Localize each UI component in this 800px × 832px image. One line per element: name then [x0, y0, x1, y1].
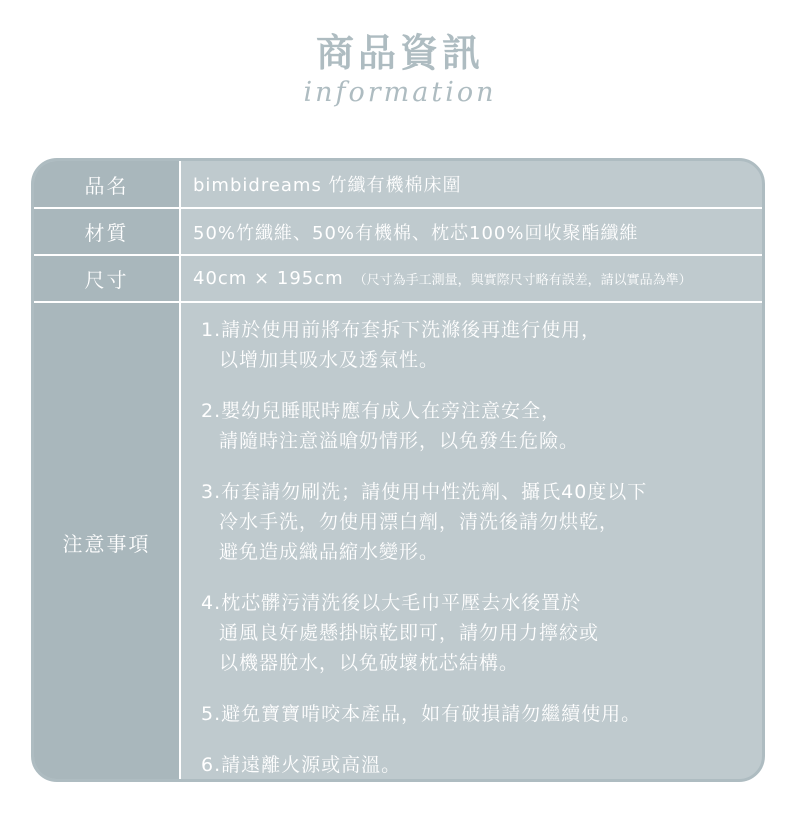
row-value [181, 161, 762, 207]
note-line: 3.布套請勿刷洗；請使用中性洗劑、攝氏40度以下 [201, 481, 648, 503]
section-heading [0, 30, 800, 108]
note-item [201, 699, 762, 729]
note-line: 請隨時注意溢嗆奶情形，以免發生危險。 [219, 430, 580, 452]
note-item [201, 315, 762, 375]
product-info-table [31, 158, 765, 782]
material-value: 50%竹纖維、50%有機棉、枕芯100%回收聚酯纖維 [193, 222, 639, 244]
note-line: 避免造成織品縮水變形。 [219, 541, 440, 563]
row-notes [34, 303, 762, 782]
note-item [201, 396, 762, 456]
page-subtitle: information [303, 77, 497, 108]
row-value [181, 209, 762, 254]
row-label: 材質 [84, 221, 129, 245]
row-value [181, 256, 762, 301]
note-line: 2.嬰幼兒睡眠時應有成人在旁注意安全， [201, 400, 562, 422]
row-size [34, 256, 762, 303]
note-line: 以增加其吸水及透氣性。 [219, 349, 440, 371]
size-note: （尺寸為手工測量，與實際尺寸略有誤差，請以實品為準） [353, 273, 692, 288]
note-line: 通風良好處懸掛晾乾即可，請勿用力擰絞或 [219, 622, 600, 644]
product-name-value: bimbidreams 竹纖有機棉床圍 [193, 175, 462, 196]
note-item [201, 588, 762, 678]
note-line: 6.請遠離火源或高溫。 [201, 754, 402, 776]
note-line: 4.枕芯髒污清洗後以大毛巾平壓去水後置於 [201, 592, 582, 614]
note-line: 5.避免寶寶啃咬本產品，如有破損請勿繼續使用。 [201, 703, 642, 725]
row-label: 尺寸 [84, 268, 129, 292]
size-value: 40cm × 195cm [193, 268, 344, 289]
notes-label: 注意事項 [62, 532, 151, 556]
row-label: 品名 [84, 173, 129, 198]
row-product-name [34, 161, 762, 209]
note-line: 1.請於使用前將布套拆下洗滌後再進行使用， [201, 319, 602, 341]
page-title: 商品資訊 [315, 31, 484, 75]
note-line: 冷水手洗，勿使用漂白劑，清洗後請勿烘乾， [219, 511, 620, 533]
note-line: 以機器脫水，以免破壞枕芯結構。 [219, 652, 520, 674]
note-item [201, 750, 762, 780]
notes-list [181, 303, 762, 782]
row-material [34, 209, 762, 256]
note-item [201, 477, 762, 567]
